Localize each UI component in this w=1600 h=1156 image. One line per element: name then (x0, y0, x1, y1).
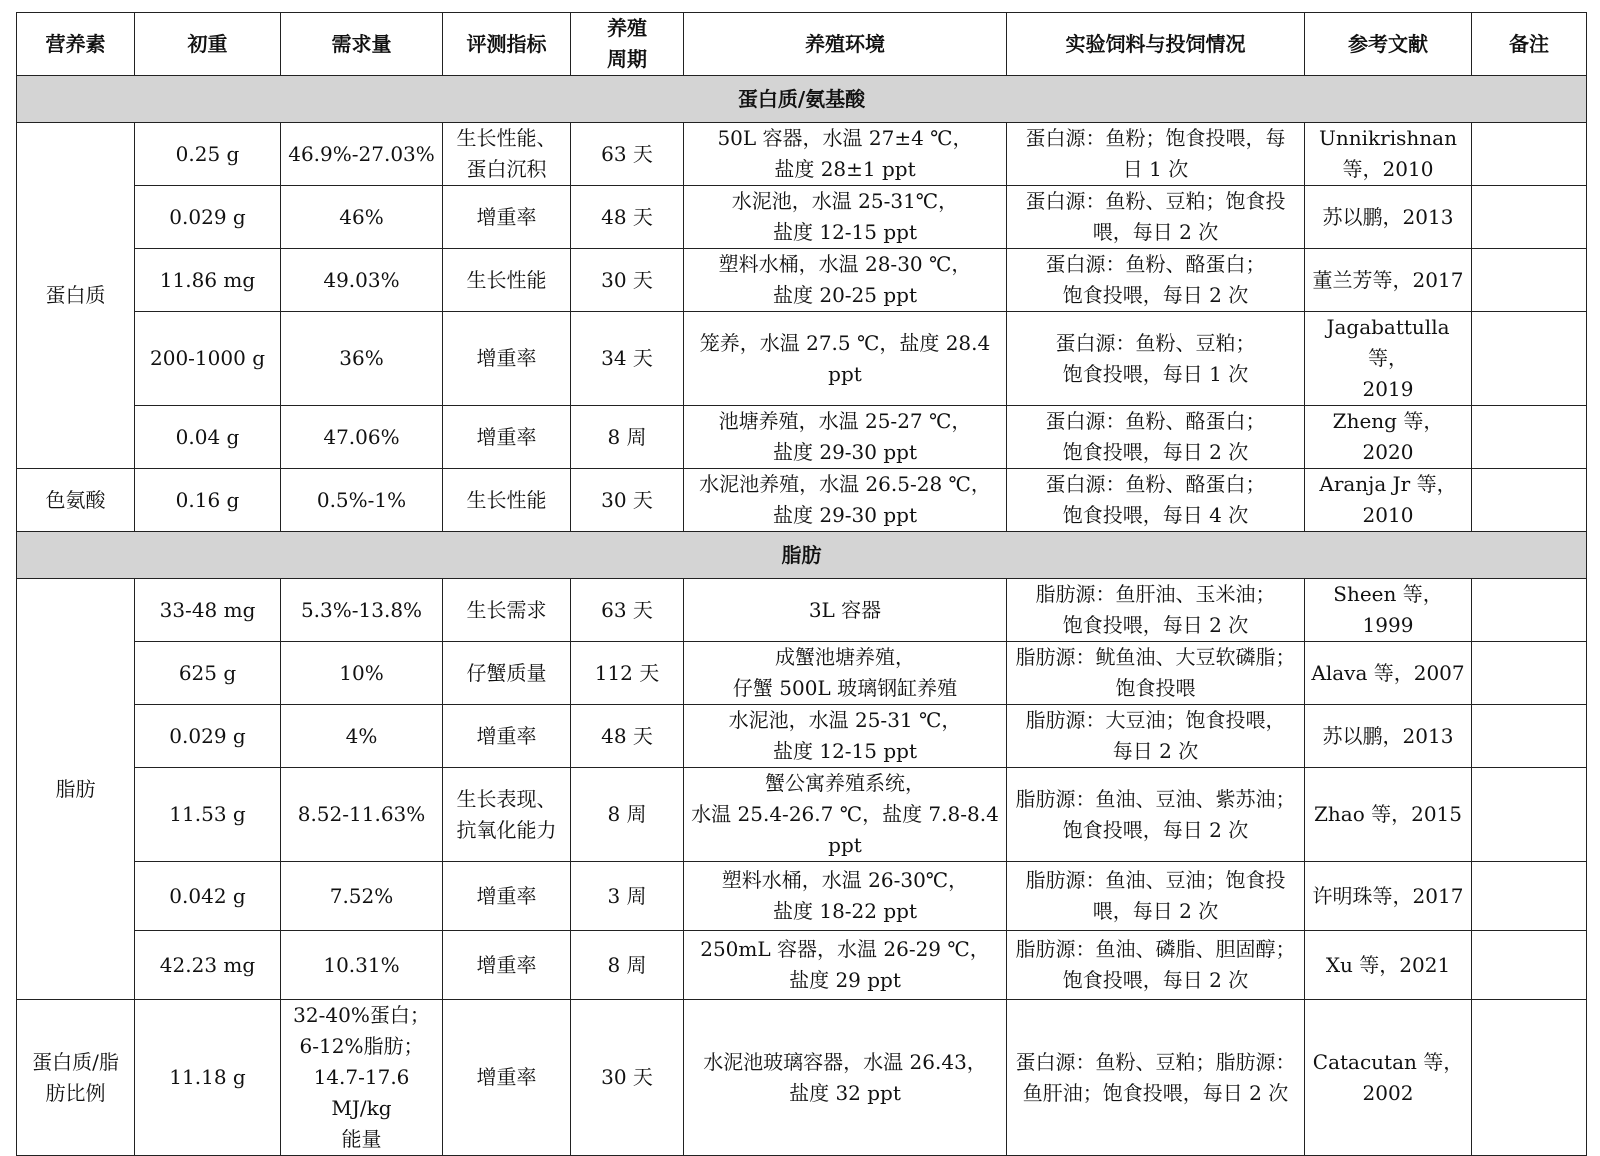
reference-cell: Zhao 等，2015 (1305, 768, 1472, 862)
requirement-cell: 5.3%-13.8% (281, 579, 443, 642)
feed-cell: 脂肪源：鱼油、豆油；饱食投 喂，每日 2 次 (1007, 862, 1305, 931)
table-row (17, 312, 1587, 406)
reference-cell: Zheng 等，2020 (1305, 406, 1472, 469)
table-row (17, 469, 1587, 532)
reference-cell: Sheen 等，1999 (1305, 579, 1472, 642)
reference-cell: Xu 等，2021 (1305, 931, 1472, 1000)
metric-cell: 增重率 (443, 312, 571, 406)
table-row (17, 768, 1587, 862)
table-row (17, 186, 1587, 249)
metric-cell: 增重率 (443, 862, 571, 931)
feed-cell: 脂肪源：鱿鱼油、大豆软磷脂； 饱食投喂 (1007, 642, 1305, 705)
table-row (17, 862, 1587, 931)
header-row (17, 13, 1587, 76)
period-cell: 63 天 (571, 579, 684, 642)
period-cell: 30 天 (571, 249, 684, 312)
nutrient-requirements-table (16, 12, 1587, 1156)
environment-cell: 水泥池玻璃容器，水温 26.43， 盐度 32 ppt (684, 1000, 1007, 1156)
initial-weight-cell: 0.25 g (135, 123, 281, 186)
metric-cell: 增重率 (443, 931, 571, 1000)
initial-weight-cell: 0.029 g (135, 705, 281, 768)
metric-cell: 生长需求 (443, 579, 571, 642)
feed-cell: 蛋白源：鱼粉、酪蛋白； 饱食投喂，每日 4 次 (1007, 469, 1305, 532)
reference-cell: 苏以鹏，2013 (1305, 186, 1472, 249)
section-title: 蛋白质/氨基酸 (17, 76, 1587, 123)
environment-cell: 塑料水桶，水温 26-30℃， 盐度 18-22 ppt (684, 862, 1007, 931)
metric-cell: 增重率 (443, 186, 571, 249)
header-note: 备注 (1472, 13, 1587, 76)
nutrient-group-cell: 蛋白质 (17, 123, 135, 469)
table-row (17, 642, 1587, 705)
table-row (17, 249, 1587, 312)
header-initial-weight: 初重 (135, 13, 281, 76)
feed-cell: 蛋白源：鱼粉；饱食投喂，每 日 1 次 (1007, 123, 1305, 186)
period-cell: 8 周 (571, 406, 684, 469)
period-cell: 112 天 (571, 642, 684, 705)
note-cell (1472, 642, 1587, 705)
note-cell (1472, 312, 1587, 406)
requirement-cell: 36% (281, 312, 443, 406)
table-row (17, 406, 1587, 469)
requirement-cell: 46.9%-27.03% (281, 123, 443, 186)
environment-cell: 250mL 容器，水温 26-29 ℃， 盐度 29 ppt (684, 931, 1007, 1000)
feed-cell: 蛋白源：鱼粉、豆粕； 饱食投喂，每日 1 次 (1007, 312, 1305, 406)
note-cell (1472, 862, 1587, 931)
initial-weight-cell: 625 g (135, 642, 281, 705)
requirement-cell: 0.5%-1% (281, 469, 443, 532)
reference-cell: Aranja Jr 等， 2010 (1305, 469, 1472, 532)
reference-cell: Jagabattulla 等， 2019 (1305, 312, 1472, 406)
requirement-cell: 49.03% (281, 249, 443, 312)
feed-cell: 蛋白源：鱼粉、豆粕；脂肪源： 鱼肝油；饱食投喂，每日 2 次 (1007, 1000, 1305, 1156)
reference-cell: Alava 等，2007 (1305, 642, 1472, 705)
requirement-cell: 10.31% (281, 931, 443, 1000)
note-cell (1472, 931, 1587, 1000)
header-environment: 养殖环境 (684, 13, 1007, 76)
initial-weight-cell: 0.16 g (135, 469, 281, 532)
table-row (17, 931, 1587, 1000)
note-cell (1472, 768, 1587, 862)
feed-cell: 脂肪源：鱼肝油、玉米油； 饱食投喂，每日 2 次 (1007, 579, 1305, 642)
note-cell (1472, 1000, 1587, 1156)
note-cell (1472, 579, 1587, 642)
requirement-cell: 46% (281, 186, 443, 249)
nutrient-group-cell: 色氨酸 (17, 469, 135, 532)
initial-weight-cell: 33-48 mg (135, 579, 281, 642)
period-cell: 30 天 (571, 469, 684, 532)
initial-weight-cell: 11.53 g (135, 768, 281, 862)
environment-cell: 蟹公寓养殖系统， 水温 25.4-26.7 ℃，盐度 7.8-8.4 ppt (684, 768, 1007, 862)
environment-cell: 水泥池，水温 25-31℃， 盐度 12-15 ppt (684, 186, 1007, 249)
environment-cell: 池塘养殖，水温 25-27 ℃， 盐度 29-30 ppt (684, 406, 1007, 469)
feed-cell: 蛋白源：鱼粉、酪蛋白； 饱食投喂，每日 2 次 (1007, 249, 1305, 312)
reference-cell: 苏以鹏，2013 (1305, 705, 1472, 768)
feed-cell: 蛋白源：鱼粉、豆粕；饱食投 喂，每日 2 次 (1007, 186, 1305, 249)
environment-cell: 成蟹池塘养殖， 仔蟹 500L 玻璃钢缸养殖 (684, 642, 1007, 705)
section-title: 脂肪 (17, 532, 1587, 579)
period-cell: 63 天 (571, 123, 684, 186)
nutrient-group-cell: 蛋白质/脂 肪比例 (17, 1000, 135, 1156)
header-metric: 评测指标 (443, 13, 571, 76)
requirement-cell: 7.52% (281, 862, 443, 931)
metric-cell: 增重率 (443, 406, 571, 469)
header-reference: 参考文献 (1305, 13, 1472, 76)
period-cell: 8 周 (571, 931, 684, 1000)
environment-cell: 50L 容器，水温 27±4 ℃， 盐度 28±1 ppt (684, 123, 1007, 186)
metric-cell: 仔蟹质量 (443, 642, 571, 705)
environment-cell: 笼养，水温 27.5 ℃，盐度 28.4 ppt (684, 312, 1007, 406)
note-cell (1472, 469, 1587, 532)
metric-cell: 生长性能 (443, 249, 571, 312)
requirement-cell: 8.52-11.63% (281, 768, 443, 862)
note-cell (1472, 186, 1587, 249)
table-row (17, 579, 1587, 642)
header-feed: 实验饲料与投饲情况 (1007, 13, 1305, 76)
metric-cell: 生长性能 (443, 469, 571, 532)
period-cell: 48 天 (571, 186, 684, 249)
note-cell (1472, 705, 1587, 768)
reference-cell: Unnikrishnan 等，2010 (1305, 123, 1472, 186)
period-cell: 3 周 (571, 862, 684, 931)
initial-weight-cell: 42.23 mg (135, 931, 281, 1000)
requirement-cell: 32-40%蛋白； 6-12%脂肪； 14.7-17.6 MJ/kg 能量 (281, 1000, 443, 1156)
requirement-cell: 47.06% (281, 406, 443, 469)
initial-weight-cell: 0.042 g (135, 862, 281, 931)
table-row (17, 123, 1587, 186)
metric-cell: 增重率 (443, 1000, 571, 1156)
feed-cell: 蛋白源：鱼粉、酪蛋白； 饱食投喂，每日 2 次 (1007, 406, 1305, 469)
note-cell (1472, 406, 1587, 469)
header-period: 养殖 周期 (571, 13, 684, 76)
feed-cell: 脂肪源：大豆油；饱食投喂， 每日 2 次 (1007, 705, 1305, 768)
initial-weight-cell: 200-1000 g (135, 312, 281, 406)
requirement-cell: 4% (281, 705, 443, 768)
table-row (17, 705, 1587, 768)
metric-cell: 增重率 (443, 705, 571, 768)
header-nutrient: 营养素 (17, 13, 135, 76)
nutrient-group-cell: 脂肪 (17, 579, 135, 1000)
environment-cell: 塑料水桶，水温 28-30 ℃， 盐度 20-25 ppt (684, 249, 1007, 312)
reference-cell: 董兰芳等，2017 (1305, 249, 1472, 312)
initial-weight-cell: 0.04 g (135, 406, 281, 469)
feed-cell: 脂肪源：鱼油、豆油、紫苏油； 饱食投喂，每日 2 次 (1007, 768, 1305, 862)
period-cell: 30 天 (571, 1000, 684, 1156)
header-requirement: 需求量 (281, 13, 443, 76)
feed-cell: 脂肪源：鱼油、磷脂、胆固醇； 饱食投喂，每日 2 次 (1007, 931, 1305, 1000)
initial-weight-cell: 11.86 mg (135, 249, 281, 312)
note-cell (1472, 249, 1587, 312)
metric-cell: 生长表现、 抗氧化能力 (443, 768, 571, 862)
requirement-cell: 10% (281, 642, 443, 705)
environment-cell: 水泥池，水温 25-31 ℃， 盐度 12-15 ppt (684, 705, 1007, 768)
period-cell: 8 周 (571, 768, 684, 862)
environment-cell: 3L 容器 (684, 579, 1007, 642)
section-header (17, 532, 1587, 579)
table-row (17, 1000, 1587, 1156)
section-header (17, 76, 1587, 123)
note-cell (1472, 123, 1587, 186)
initial-weight-cell: 11.18 g (135, 1000, 281, 1156)
reference-cell: Catacutan 等， 2002 (1305, 1000, 1472, 1156)
period-cell: 34 天 (571, 312, 684, 406)
metric-cell: 生长性能、 蛋白沉积 (443, 123, 571, 186)
period-cell: 48 天 (571, 705, 684, 768)
environment-cell: 水泥池养殖，水温 26.5-28 ℃， 盐度 29-30 ppt (684, 469, 1007, 532)
initial-weight-cell: 0.029 g (135, 186, 281, 249)
reference-cell: 许明珠等，2017 (1305, 862, 1472, 931)
